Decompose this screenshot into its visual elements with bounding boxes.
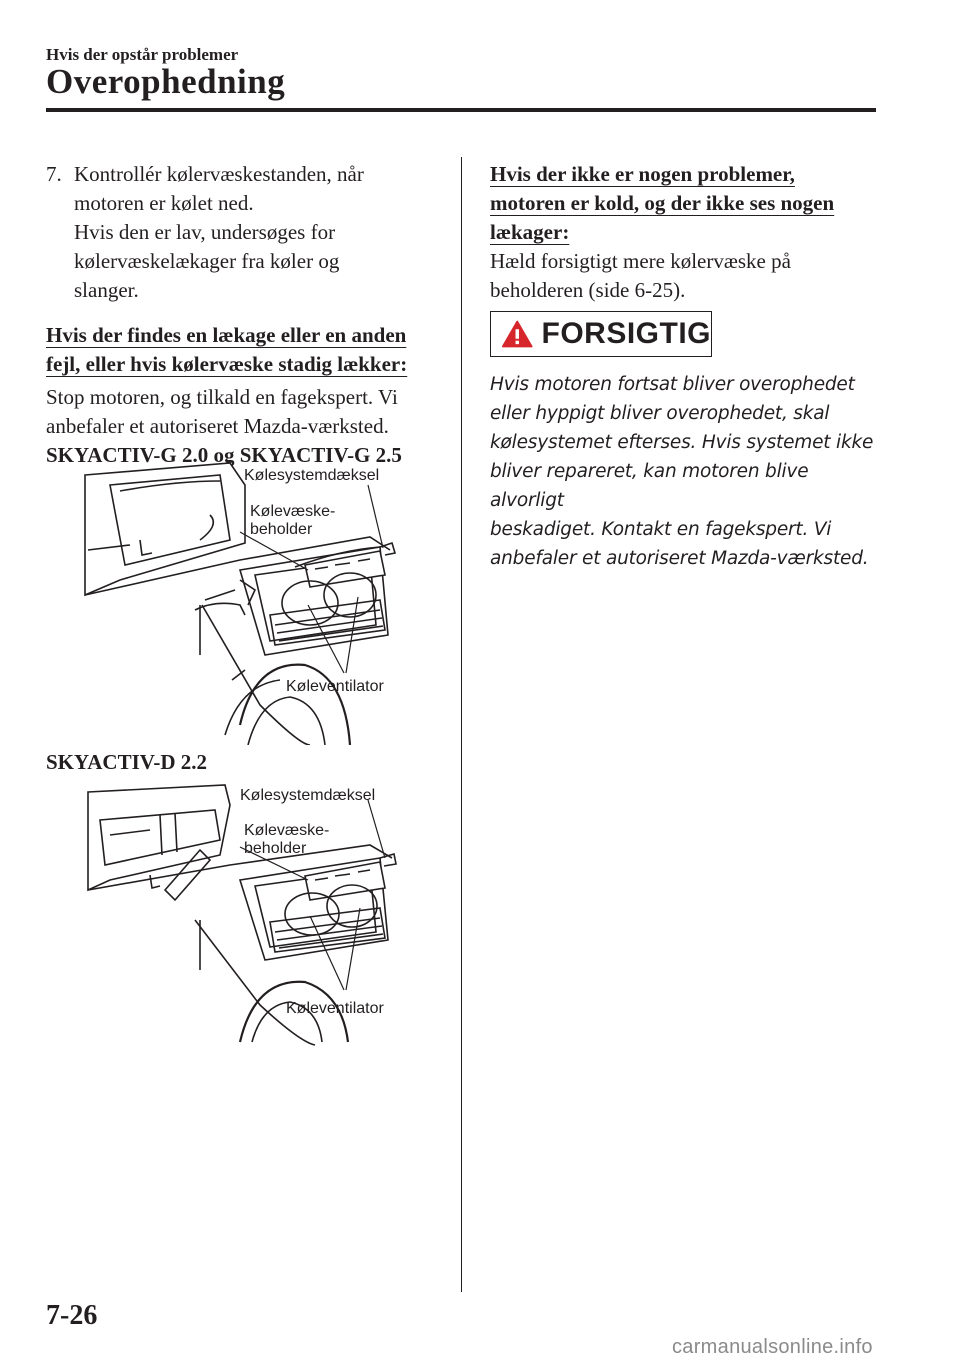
site-watermark: carmanualsonline.info [672,1336,873,1358]
step-line: motoren er kølet ned. [74,191,254,215]
section-label: Hvis der opstår problemer [46,45,239,64]
no-problem-subheading [490,160,875,247]
label-coolant-cap: Kølesystemdæksel [240,787,376,804]
step-line: slanger. [74,278,139,302]
left-column [46,160,441,470]
caution-text [490,370,885,573]
label-line: Kølevæske- [250,503,336,520]
caution-line: Hvis motoren fortsat bliver overophedet [490,374,855,395]
column-divider [461,157,462,1292]
body-line: Hæld forsigtigt mere kølervæske på [490,249,791,273]
warning-triangle-icon [501,319,534,349]
label-cooling-fan: Køleventilator [286,1000,384,1017]
leak-instructions [46,383,441,441]
label-line: beholder [250,521,313,538]
page-title: Overophedning [46,62,286,101]
engine-bay-illustration-petrol [80,455,450,745]
title-rule [46,108,876,112]
body-line: anbefaler et autoriseret Mazda-værksted. [46,414,389,438]
variant-heading-petrol: SKYACTIV-G 2.0 og SKYACTIV-G 2.5 [46,443,402,467]
variant-heading-diesel: SKYACTIV-D 2.2 [46,750,208,774]
caution-line: eller hyppigt bliver overophedet, skal [490,403,830,424]
no-problem-instructions [490,247,875,305]
subheading-line: motoren er kold, og der ikke ses nogen [490,191,835,215]
step-line: Kontrollér kølervæskestanden, når [74,162,364,186]
caution-line: bliver repareret, kan motoren blive alvorligt [490,461,809,511]
step-number: 7. [46,162,62,186]
subheading-line: Hvis der ikke er nogen problemer, [490,162,795,186]
step-7 [46,160,441,305]
subheading-line: lækager: [490,220,570,244]
step-text [74,160,441,305]
label-cooling-fan: Køleventilator [286,678,384,695]
leak-subheading [46,321,441,379]
caution-line: beskadiget. Kontakt en fagekspert. Vi [490,519,832,540]
caution-box [490,311,712,357]
label-line: beholder [244,840,307,857]
body-line: beholderen (side 6-25). [490,278,686,302]
body-line: Stop motoren, og tilkald en fagekspert. Vi [46,385,398,409]
caution-title: FORSIGTIG [541,317,711,350]
label-line: Kølevæske- [244,822,330,839]
subheading-line: fejl, eller hvis kølervæske stadig lækker: [46,352,408,376]
caution-line: kølesystemet efterses. Hvis systemet ikke [490,432,874,453]
label-coolant-tank [244,822,329,858]
caution-line: anbefaler et autoriseret Mazda-værksted. [490,548,869,569]
page-number: 7-26 [46,1300,98,1331]
subheading-line: Hvis der findes en lækage eller en anden [46,323,407,347]
label-coolant-cap: Kølesystemdæksel [244,467,380,484]
step-line: kølervæskelækager fra køler og [74,249,340,273]
step-line: Hvis den er lav, undersøges for [74,220,336,244]
label-coolant-tank [250,503,335,539]
right-column [490,160,875,305]
